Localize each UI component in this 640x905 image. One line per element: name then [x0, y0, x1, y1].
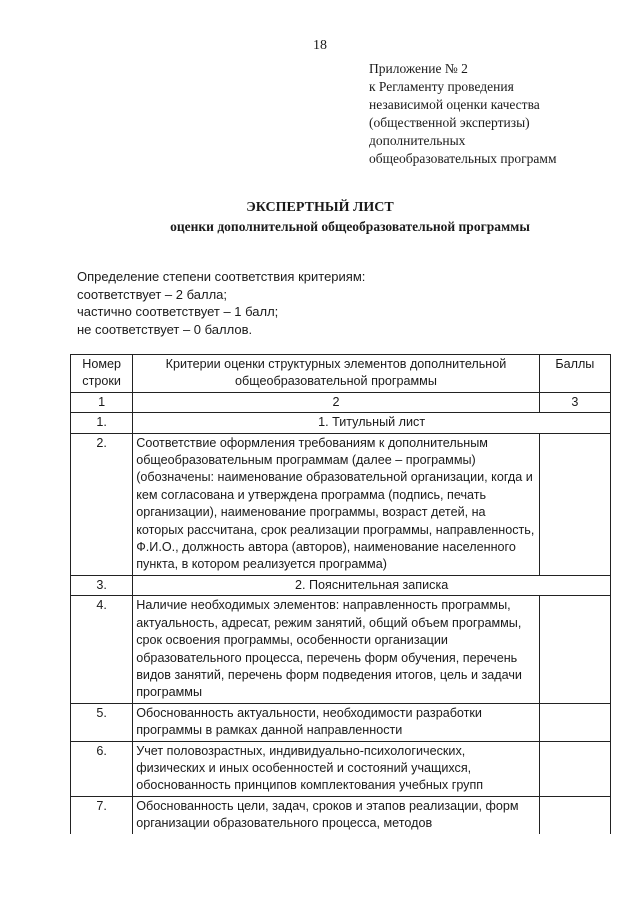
scoring-legend-line: не соответствует – 0 баллов. [77, 321, 253, 337]
criterion-text: Обоснованность цели, задач, сроков и этапов реализации, форм организации образовательного процесса, методов [133, 796, 540, 833]
document-subtitle: оценки дополнительной общеобразовательной программы [170, 219, 530, 234]
expert-evaluation-table [70, 354, 611, 834]
table-row [71, 433, 611, 575]
row-number: 3. [71, 575, 133, 595]
column-index-row [71, 392, 611, 412]
section-title: 1. Титульный лист [133, 413, 611, 433]
row-number: 4. [71, 596, 133, 703]
criterion-text: Наличие необходимых элементов: направленность программы, актуальность, адресат, режим занятий, общий объем программы, срок освоения программы, особенности организации образовательного процесса, перечень форм обучения, перечень видов занятий, перечень форм подведения итогов, цель и задачи программы [133, 596, 540, 703]
scoring-legend-line: частично соответствует – 1 балл; [77, 304, 279, 319]
points-cell [539, 796, 610, 833]
appendix-line: (общественной экспертизы) [369, 115, 530, 130]
appendix-note [369, 60, 557, 168]
table-row-section [71, 575, 611, 595]
table-row [71, 741, 611, 796]
row-number: 5. [71, 703, 133, 741]
document-title: ЭКСПЕРТНЫЙ ЛИСТ [246, 200, 394, 215]
page-number: 18 [313, 38, 327, 53]
header-row-number: Номер строки [71, 355, 133, 393]
column-index: 1 [71, 392, 133, 412]
criterion-text: Обоснованность актуальности, необходимости разработки программы в рамках данной направленности [133, 703, 540, 741]
points-cell [539, 596, 610, 703]
appendix-line: дополнительных [369, 133, 466, 148]
criterion-text: Учет половозрастных, индивидуально-психологических, физических и иных особенностей и состояний учащихся, обоснованность принципов комплектования учебных групп [133, 741, 540, 796]
header-criteria: Критерии оценки структурных элементов дополнительной общеобразовательной программы [133, 355, 540, 393]
row-number: 6. [71, 741, 133, 796]
criterion-text: Соответствие оформления требованиям к дополнительным общеобразовательным программам (далее – программы) (обозначены: наименование образовательной организации, когда и кем согласована и утверждена программа (подпись, печать организации), наименование программы, возраст детей, на которых рассчитана, срок реализации программы, направленность, Ф.И.О., должность автора (авторов), наименование населенного пункта, в котором реализуется программа) [133, 433, 540, 575]
row-number: 7. [71, 796, 133, 833]
appendix-line: к Регламенту проведения [369, 79, 514, 94]
row-number: 1. [71, 413, 133, 433]
table-row [71, 596, 611, 703]
scoring-legend-line: Определение степени соответствия критериям: [77, 269, 366, 284]
points-cell [539, 703, 610, 741]
table-row-section [71, 413, 611, 433]
column-index: 3 [539, 392, 610, 412]
table-row [71, 703, 611, 741]
section-title: 2. Пояснительная записка [133, 575, 611, 595]
appendix-line: общеобразовательных программ [369, 151, 557, 166]
row-number: 2. [71, 433, 133, 575]
header-points: Баллы [539, 355, 610, 393]
scoring-legend-line: соответствует – 2 балла; [77, 286, 228, 302]
appendix-line: независимой оценки качества [369, 97, 540, 112]
table-header-row [71, 355, 611, 393]
points-cell [539, 433, 610, 575]
appendix-line: Приложение № 2 [369, 61, 468, 76]
scoring-legend [77, 268, 365, 338]
table-row [71, 796, 611, 833]
column-index: 2 [133, 392, 540, 412]
points-cell [539, 741, 610, 796]
